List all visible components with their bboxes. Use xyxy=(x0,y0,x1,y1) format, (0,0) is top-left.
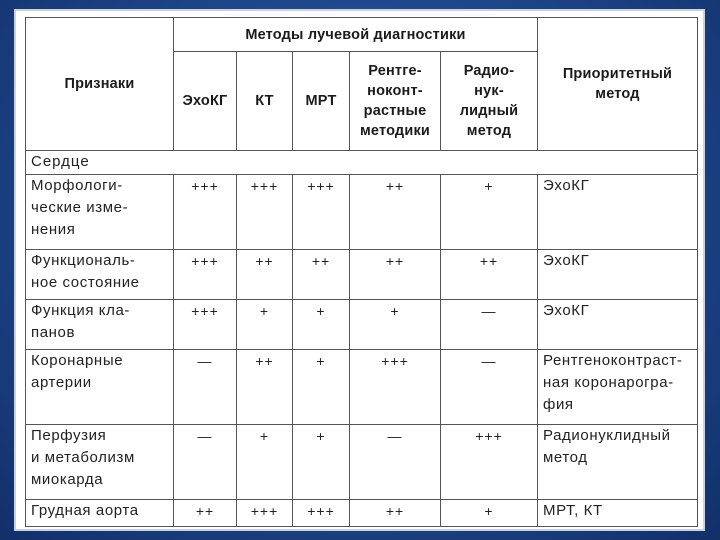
feature-cell: Морфологи- ческие изме- нения xyxy=(26,175,174,250)
mark-cell: + xyxy=(293,300,350,350)
method-header-echo: ЭхоКГ xyxy=(174,52,237,151)
mark-cell: +++ xyxy=(174,250,237,300)
priority-cell: Радионуклидный метод xyxy=(538,424,698,499)
mark-cell: +++ xyxy=(174,175,237,250)
mark-cell: +++ xyxy=(441,424,538,499)
mark-cell: ++ xyxy=(350,499,441,526)
method-header-mri: МРТ xyxy=(293,52,350,151)
mark-cell: + xyxy=(237,424,293,499)
mark-cell: + xyxy=(293,350,350,425)
priority-header: Приоритетный метод xyxy=(538,18,698,151)
feature-cell: Функция кла- панов xyxy=(26,300,174,350)
feature-cell: Функциональ- ное состояние xyxy=(26,250,174,300)
method-header-xray: Рентге- ноконт- растные методики xyxy=(350,52,441,151)
slide-sheet xyxy=(14,9,705,531)
table-row xyxy=(26,250,698,300)
table-row xyxy=(26,175,698,250)
mark-cell: ++ xyxy=(237,250,293,300)
priority-cell: Рентгеноконтраст- ная коронарогра- фия xyxy=(538,350,698,425)
mark-cell: + xyxy=(350,300,441,350)
table-row xyxy=(26,499,698,526)
table-row xyxy=(26,350,698,425)
mark-cell: +++ xyxy=(174,300,237,350)
mark-cell: + xyxy=(293,424,350,499)
table-row xyxy=(26,424,698,499)
priority-cell: МРТ, КТ xyxy=(538,499,698,526)
mark-cell: ++ xyxy=(350,250,441,300)
mark-cell: + xyxy=(441,499,538,526)
mark-cell: ++ xyxy=(441,250,538,300)
mark-cell: — xyxy=(174,424,237,499)
priority-cell: ЭхоКГ xyxy=(538,250,698,300)
mark-cell: ++ xyxy=(293,250,350,300)
priority-cell: ЭхоКГ xyxy=(538,175,698,250)
method-header-radionuclide: Радио- нук- лидный метод xyxy=(441,52,538,151)
mark-cell: — xyxy=(174,350,237,425)
diagnostics-table xyxy=(25,17,698,527)
method-header-ct: КТ xyxy=(237,52,293,151)
mark-cell: — xyxy=(441,300,538,350)
table-row xyxy=(26,300,698,350)
mark-cell: +++ xyxy=(237,175,293,250)
section-heart: Сердце xyxy=(26,151,698,175)
mark-cell: ++ xyxy=(174,499,237,526)
mark-cell: — xyxy=(441,350,538,425)
priority-cell: ЭхоКГ xyxy=(538,300,698,350)
mark-cell: + xyxy=(441,175,538,250)
mark-cell: — xyxy=(350,424,441,499)
features-header: Признаки xyxy=(26,18,174,151)
mark-cell: +++ xyxy=(293,175,350,250)
mark-cell: ++ xyxy=(237,350,293,425)
mark-cell: + xyxy=(237,300,293,350)
mark-cell: +++ xyxy=(237,499,293,526)
methods-group-header: Методы лучевой диагностики xyxy=(174,18,538,52)
mark-cell: ++ xyxy=(350,175,441,250)
mark-cell: +++ xyxy=(293,499,350,526)
feature-cell: Перфузия и метаболизм миокарда xyxy=(26,424,174,499)
feature-cell: Грудная аорта xyxy=(26,499,174,526)
mark-cell: +++ xyxy=(350,350,441,425)
feature-cell: Коронарные артерии xyxy=(26,350,174,425)
